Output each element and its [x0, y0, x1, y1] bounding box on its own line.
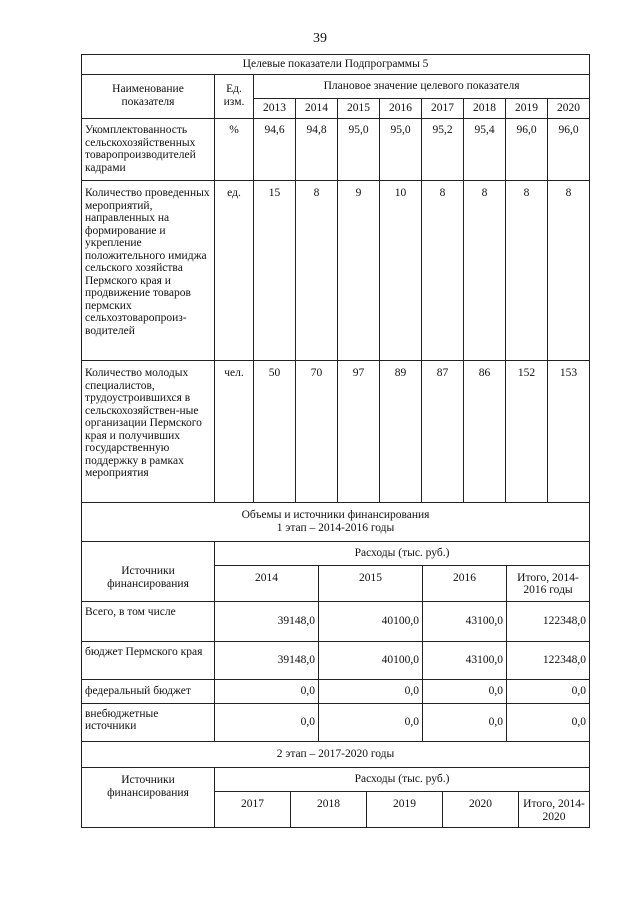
year-header: 2013 — [254, 99, 296, 119]
indicator-unit: % — [215, 119, 254, 181]
indicator-name: Укомплектованность сельскохозяйственных товаропроизводителей кадрами — [82, 119, 215, 181]
col-unit-header: Ед. изм. — [215, 75, 254, 119]
table-row — [82, 601, 590, 641]
amount-cell: 43100,0 — [423, 641, 507, 679]
indicator-value: 86 — [464, 361, 506, 503]
year-header: 2019 — [506, 99, 548, 119]
indicator-value: 95,4 — [464, 119, 506, 181]
indicator-value: 10 — [380, 181, 422, 361]
indicator-value: 95,0 — [338, 119, 380, 181]
targets-table — [81, 54, 590, 503]
finance-title-line2: 1 этап – 2014-2016 годы — [276, 521, 395, 534]
table-row — [82, 361, 590, 503]
table-row — [82, 119, 590, 181]
table-row — [82, 181, 590, 361]
year-header: 2016 — [380, 99, 422, 119]
year-header: 2014 — [296, 99, 338, 119]
year-header: 2020 — [443, 792, 519, 828]
finance-stage2-table — [81, 742, 590, 829]
amount-cell: 40100,0 — [319, 601, 423, 641]
indicator-value: 87 — [422, 361, 464, 503]
stage2-title: 2 этап – 2017-2020 годы — [82, 742, 590, 768]
indicator-value: 50 — [254, 361, 296, 503]
indicator-value: 94,8 — [296, 119, 338, 181]
indicator-name: Количество молодых специалистов, трудоустроившихся в сельскохозяйствен-ные организации Пермского края и получивших государственную поддержку в рамках мероприятия — [82, 361, 215, 503]
col-expenses-header: Расходы (тыс. руб.) — [215, 541, 590, 565]
table-row — [82, 679, 590, 703]
amount-cell: 0,0 — [507, 703, 590, 741]
indicator-value: 94,6 — [254, 119, 296, 181]
indicator-unit: ед. — [215, 181, 254, 361]
year-header: 2020 — [548, 99, 590, 119]
indicator-value: 97 — [338, 361, 380, 503]
source-name: Всего, в том числе — [82, 601, 215, 641]
table-row — [82, 703, 590, 741]
amount-cell: 43100,0 — [423, 601, 507, 641]
indicator-value: 8 — [548, 181, 590, 361]
indicator-value: 9 — [338, 181, 380, 361]
indicator-value: 89 — [380, 361, 422, 503]
amount-cell: 0,0 — [423, 703, 507, 741]
year-header: 2015 — [338, 99, 380, 119]
col-name-header: Наименование показателя — [82, 75, 215, 119]
finance-stage1-table — [81, 503, 590, 742]
total-header: Итого, 2014-2016 годы — [507, 565, 590, 601]
amount-cell: 0,0 — [319, 703, 423, 741]
col-source-header: Источники финансирования — [82, 541, 215, 601]
indicator-value: 152 — [506, 361, 548, 503]
amount-cell: 40100,0 — [319, 641, 423, 679]
indicator-value: 8 — [422, 181, 464, 361]
indicator-value: 15 — [254, 181, 296, 361]
indicator-value: 8 — [296, 181, 338, 361]
indicator-value: 95,0 — [380, 119, 422, 181]
indicator-unit: чел. — [215, 361, 254, 503]
amount-cell: 0,0 — [215, 679, 319, 703]
year-header: 2016 — [423, 565, 507, 601]
source-name: бюджет Пермского края — [82, 641, 215, 679]
targets-title: Целевые показатели Подпрограммы 5 — [82, 55, 590, 75]
year-header: 2019 — [367, 792, 443, 828]
amount-cell: 0,0 — [215, 703, 319, 741]
year-header: 2014 — [215, 565, 319, 601]
amount-cell: 0,0 — [507, 679, 590, 703]
indicator-value: 8 — [464, 181, 506, 361]
year-header: 2018 — [464, 99, 506, 119]
year-header: 2018 — [291, 792, 367, 828]
table-row — [82, 641, 590, 679]
indicator-name: Количество проведенных мероприятий, направленных на формирование и укрепление положительного имиджа сельского хозяйства Пермского края и продвижение товаров пермских сельхозтоваропроиз-водителей — [82, 181, 215, 361]
source-name: внебюджетные источники — [82, 703, 215, 741]
col-source-header: Источники финансирования — [82, 768, 215, 828]
indicator-value: 96,0 — [506, 119, 548, 181]
finance-title — [82, 503, 590, 541]
amount-cell: 122348,0 — [507, 641, 590, 679]
year-header: 2015 — [319, 565, 423, 601]
indicator-value: 8 — [506, 181, 548, 361]
year-header: 2017 — [422, 99, 464, 119]
col-plan-header: Плановое значение целевого показателя — [254, 75, 590, 99]
indicator-value: 96,0 — [548, 119, 590, 181]
source-name: федеральный бюджет — [82, 679, 215, 703]
finance-title-line1: Объемы и источники финансирования — [241, 509, 430, 522]
indicator-value: 70 — [296, 361, 338, 503]
amount-cell: 39148,0 — [215, 601, 319, 641]
col-expenses-header: Расходы (тыс. руб.) — [215, 768, 590, 792]
indicator-value: 153 — [548, 361, 590, 503]
amount-cell: 0,0 — [319, 679, 423, 703]
amount-cell: 122348,0 — [507, 601, 590, 641]
amount-cell: 39148,0 — [215, 641, 319, 679]
amount-cell: 0,0 — [423, 679, 507, 703]
total-header: Итого, 2014-2020 — [519, 792, 590, 828]
year-header: 2017 — [215, 792, 291, 828]
document-body — [81, 54, 589, 828]
indicator-value: 95,2 — [422, 119, 464, 181]
page-number: 39 — [313, 31, 327, 46]
